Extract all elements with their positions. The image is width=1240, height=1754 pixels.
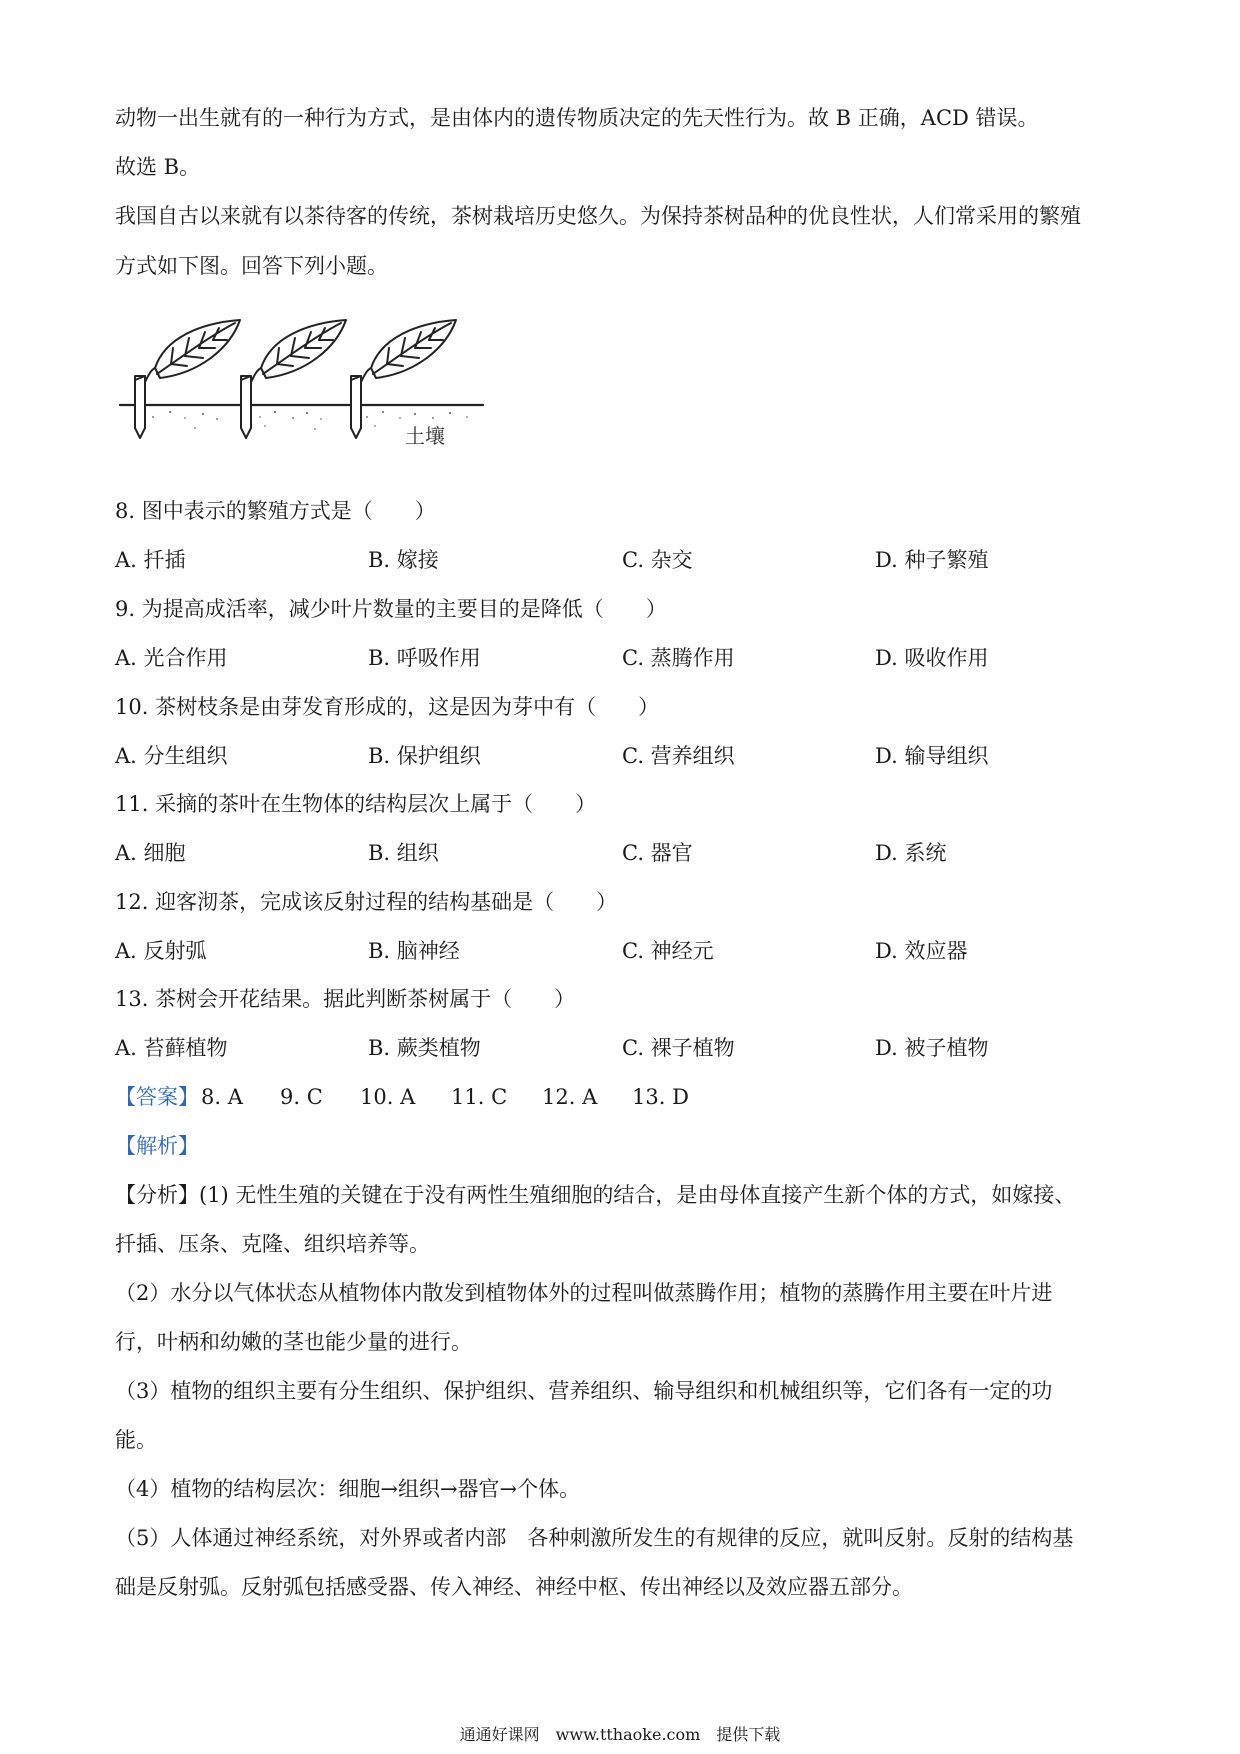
option-b: B. 组织 bbox=[368, 841, 439, 865]
question-13-options bbox=[115, 1034, 1135, 1062]
question-10-stem: 10. 茶树枝条是由芽发育形成的，这是因为芽中有（ ） bbox=[115, 695, 660, 719]
option-b: B. 脑神经 bbox=[368, 939, 460, 963]
intro-line-2: 方式如下图。回答下列小题。 bbox=[115, 254, 388, 278]
cutting-1 bbox=[135, 320, 240, 438]
cutting-2 bbox=[241, 320, 346, 438]
option-a: A. 扦插 bbox=[115, 548, 186, 572]
analysis-line-2: 扦插、压条、克隆、组织培养等。 bbox=[115, 1232, 430, 1256]
option-c: C. 蒸腾作用 bbox=[622, 646, 735, 670]
question-10-options bbox=[115, 742, 1135, 770]
option-c: C. 杂交 bbox=[622, 548, 693, 572]
option-c: C. 器官 bbox=[622, 841, 693, 865]
option-d: D. 输导组织 bbox=[875, 744, 989, 768]
text-line-1: 动物一出生就有的一种行为方式，是由体内的遗传物质决定的先天性行为。故 B 正确，ACD 错误。 bbox=[115, 106, 1039, 130]
answer-item-10: 10. A bbox=[360, 1085, 416, 1109]
question-11-options bbox=[115, 839, 1135, 867]
answer-item-8: 8. A bbox=[201, 1085, 243, 1109]
analysis-line-6: 能。 bbox=[115, 1428, 157, 1452]
question-11-stem: 11. 采摘的茶叶在生物体的结构层次上属于（ ） bbox=[115, 792, 597, 816]
analysis-line-1: 【分析】(1) 无性生殖的关键在于没有两性生殖细胞的结合，是由母体直接产生新个体的方式，如嫁接、 bbox=[115, 1183, 1076, 1207]
option-d: D. 系统 bbox=[875, 841, 947, 865]
option-b: B. 保护组织 bbox=[368, 744, 481, 768]
option-d: D. 种子繁殖 bbox=[875, 548, 989, 572]
answer-item-13: 13. D bbox=[632, 1085, 689, 1109]
option-a: A. 分生组织 bbox=[115, 744, 228, 768]
analysis-line-7: （4）植物的结构层次：细胞→组织→器官→个体。 bbox=[115, 1477, 581, 1501]
analysis-line-9: 础是反射弧。反射弧包括感受器、传入神经、神经中枢、传出神经以及效应器五部分。 bbox=[115, 1575, 913, 1599]
analysis-line-5: （3）植物的组织主要有分生组织、保护组织、营养组织、输导组织和机械组织等，它们各有一定的功 bbox=[115, 1379, 1053, 1403]
cutting-3 bbox=[351, 320, 456, 438]
question-9-stem: 9. 为提高成活率，减少叶片数量的主要目的是降低（ ） bbox=[115, 597, 667, 621]
page-footer: 通通好课网 www.tthaoke.com 提供下载 bbox=[459, 1725, 781, 1744]
option-a: A. 细胞 bbox=[115, 841, 186, 865]
intro-line-1: 我国自古以来就有以茶待客的传统，茶树栽培历史悠久。为保持茶树品种的优良性状，人们常采用的繁殖 bbox=[115, 204, 1081, 228]
option-d: D. 吸收作用 bbox=[875, 646, 989, 670]
soil-label: 土壤 bbox=[405, 424, 445, 448]
analysis-label: 【解析】 bbox=[115, 1134, 199, 1158]
answer-item-12: 12. A bbox=[542, 1085, 598, 1109]
question-8-stem: 8. 图中表示的繁殖方式是（ ） bbox=[115, 499, 436, 523]
text-line-2: 故选 B。 bbox=[115, 155, 201, 179]
option-c: C. 裸子植物 bbox=[622, 1036, 735, 1060]
option-b: B. 呼吸作用 bbox=[368, 646, 481, 670]
cutting-illustration bbox=[115, 318, 495, 463]
cutting-figure bbox=[115, 318, 495, 463]
option-d: D. 被子植物 bbox=[875, 1036, 989, 1060]
option-a: A. 反射弧 bbox=[115, 939, 207, 963]
analysis-line-8: （5）人体通过神经系统，对外界或者内部 各种刺激所发生的有规律的反应，就叫反射。反射的结构基 bbox=[115, 1526, 1074, 1550]
analysis-line-3: （2）水分以气体状态从植物体内散发到植物体外的过程叫做蒸腾作用；植物的蒸腾作用主要在叶片进 bbox=[115, 1281, 1053, 1305]
option-c: C. 神经元 bbox=[622, 939, 714, 963]
option-c: C. 营养组织 bbox=[622, 744, 735, 768]
question-12-stem: 12. 迎客沏茶，完成该反射过程的结构基础是（ ） bbox=[115, 890, 618, 914]
question-12-options bbox=[115, 937, 1135, 965]
answer-line bbox=[115, 1083, 1135, 1111]
option-a: A. 苔藓植物 bbox=[115, 1036, 228, 1060]
option-a: A. 光合作用 bbox=[115, 646, 228, 670]
question-8-options bbox=[115, 546, 1135, 574]
answer-item-11: 11. C bbox=[451, 1085, 508, 1109]
analysis-line-4: 行，叶柄和幼嫩的茎也能少量的进行。 bbox=[115, 1330, 472, 1354]
question-9-options bbox=[115, 644, 1135, 672]
option-b: B. 嫁接 bbox=[368, 548, 439, 572]
answer-item-9: 9. C bbox=[280, 1085, 323, 1109]
option-b: B. 蕨类植物 bbox=[368, 1036, 481, 1060]
question-13-stem: 13. 茶树会开花结果。据此判断茶树属于（ ） bbox=[115, 987, 576, 1011]
option-d: D. 效应器 bbox=[875, 939, 968, 963]
answer-label: 【答案】 bbox=[115, 1085, 199, 1109]
